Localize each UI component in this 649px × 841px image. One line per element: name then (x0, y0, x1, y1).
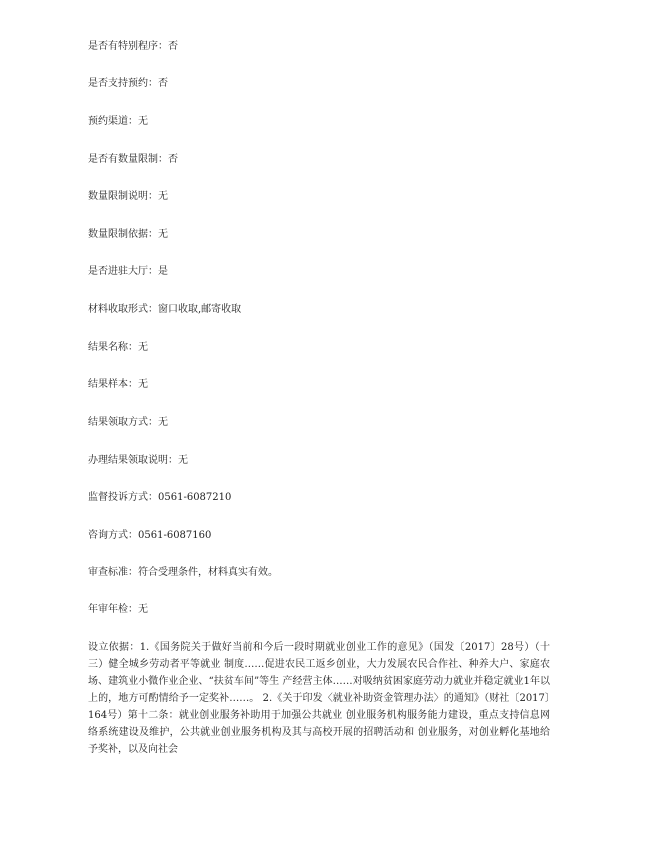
field-label: 咨询方式 (88, 530, 128, 541)
field-review-standard (88, 566, 278, 580)
field-separator: ： (158, 154, 168, 165)
field-separator: ： (128, 530, 138, 541)
field-quantity-limit-note (88, 190, 168, 204)
field-label: 年审年检 (88, 604, 128, 615)
field-label: 审查标准 (88, 567, 128, 578)
field-value: 无 (178, 455, 188, 466)
field-label: 结果领取方式 (88, 417, 148, 428)
field-value: 无 (138, 116, 148, 127)
field-quantity-limit (88, 153, 178, 167)
field-quantity-limit-basis (88, 228, 168, 242)
field-value: 否 (158, 78, 168, 89)
field-label: 是否进驻大厅 (88, 266, 148, 277)
field-label: 材料收取形式 (88, 304, 148, 315)
field-value: 是 (158, 266, 168, 277)
field-result-sample (88, 378, 148, 392)
field-separator: ： (148, 191, 158, 202)
field-appointment-support (88, 77, 168, 91)
field-label: 是否有特别程序 (88, 41, 158, 52)
field-value: 无 (158, 229, 168, 240)
field-value: 否 (168, 41, 178, 52)
field-separator: ： (128, 604, 138, 615)
field-value: 符合受理条件，材料真实有效。 (138, 567, 278, 578)
field-result-name (88, 341, 148, 355)
field-annual-review (88, 603, 148, 617)
field-separator: ： (168, 455, 178, 466)
field-label: 数量限制说明 (88, 191, 148, 202)
field-value: 0561-6087160 (138, 530, 212, 541)
field-value: 否 (168, 154, 178, 165)
field-separator: ： (148, 78, 158, 89)
field-label: 办理结果领取说明 (88, 455, 168, 466)
field-separator: ： (148, 492, 158, 503)
field-value: 无 (138, 604, 148, 615)
field-separator: ： (128, 567, 138, 578)
field-result-pickup-note (88, 454, 188, 468)
field-label: 数量限制依据 (88, 229, 148, 240)
field-separator: ： (148, 304, 158, 315)
establishment-basis (88, 639, 550, 758)
field-separator: ： (148, 266, 158, 277)
basis-label: 设立依据 (88, 642, 130, 653)
field-separator: ： (148, 417, 158, 428)
field-label: 监督投诉方式 (88, 492, 148, 503)
field-value: 无 (158, 191, 168, 202)
field-separator: ： (148, 229, 158, 240)
field-material-collection (88, 303, 241, 317)
field-result-pickup-method (88, 416, 168, 430)
field-value: 无 (138, 342, 148, 353)
field-in-service-hall (88, 265, 168, 279)
field-appointment-channel (88, 115, 148, 129)
field-separator: ： (158, 41, 168, 52)
field-label: 结果样本 (88, 379, 128, 390)
basis-text: 1.《国务院关于做好当前和今后一段时期就业创业工作的意见》（国发〔2017〕28号）（十三）健全城乡劳动者平等就业 制度……促进农民工返乡创业，大力发展农民合作社、种养大户、家庭农场、建筑业小微作业企业、“扶贫车间”等生 产经营主体……对吸纳贫困家庭劳动力就业并稳定就业1年以上的，地方可酌情给予一定奖补……。 2.《关于印发〈就业补助资金管理办法〉的通知》（财社〔2017〕164号）第十二条：就业创业服务补助用于加强公共就业 创业服务机构服务能力建设，重点支持信息网络系统建设及维护，公共就业创业服务机构及其与高校开展的招聘活动和 创业服务，对创业孵化基地给予奖补，以及向社会 (88, 642, 551, 755)
field-value: 无 (158, 417, 168, 428)
field-separator: ： (128, 379, 138, 390)
field-value: 无 (138, 379, 148, 390)
basis-separator: ： (129, 642, 140, 653)
field-value: 窗口收取,邮寄收取 (158, 304, 242, 315)
field-label: 是否有数量限制 (88, 154, 158, 165)
field-separator: ： (128, 342, 138, 353)
field-value: 0561-6087210 (158, 492, 232, 503)
field-separator: ： (128, 116, 138, 127)
field-complaint-contact (88, 491, 231, 505)
field-label: 结果名称 (88, 342, 128, 353)
field-label: 是否支持预约 (88, 78, 148, 89)
field-inquiry-contact (88, 529, 211, 543)
field-label: 预约渠道 (88, 116, 128, 127)
field-special-procedure (88, 40, 178, 54)
